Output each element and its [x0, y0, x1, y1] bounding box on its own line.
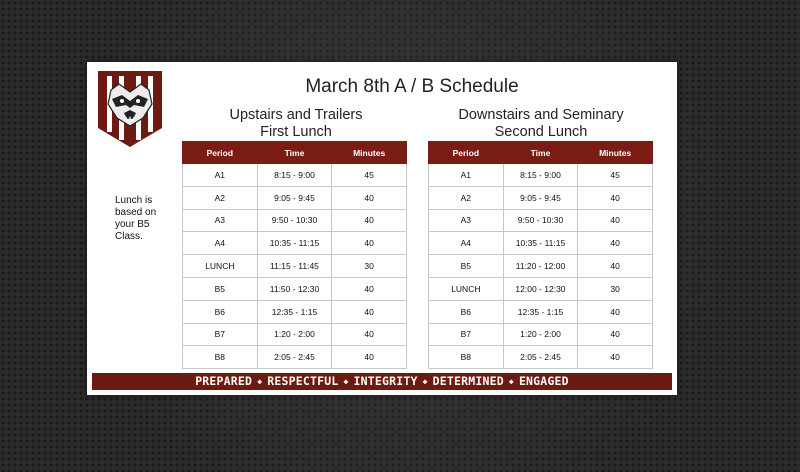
time-cell: 12:35 - 1:15 — [257, 300, 332, 323]
table-header-row — [429, 142, 653, 164]
minutes-cell: 40 — [332, 346, 407, 369]
table-row — [183, 209, 407, 232]
column-header: Period — [429, 142, 504, 164]
period-cell: B5 — [429, 255, 504, 278]
diamond-separator-icon: ◆ — [343, 377, 349, 386]
banner-word: ENGAGED — [518, 374, 569, 388]
period-cell: B6 — [429, 300, 504, 323]
column-header: Minutes — [332, 142, 407, 164]
time-cell: 1:20 - 2:00 — [503, 323, 578, 346]
period-cell: B7 — [183, 323, 258, 346]
minutes-cell: 40 — [332, 277, 407, 300]
minutes-cell: 40 — [332, 186, 407, 209]
banner-word: DETERMINED — [432, 374, 504, 388]
period-cell: B8 — [183, 346, 258, 369]
diamond-separator-icon: ◆ — [257, 377, 263, 386]
time-cell: 2:05 - 2:45 — [257, 346, 332, 369]
table-row — [183, 164, 407, 187]
period-cell: A4 — [183, 232, 258, 255]
second-lunch-table — [428, 141, 653, 369]
right-heading-line1: Downstairs and Seminary — [458, 107, 624, 123]
first-lunch-table — [182, 141, 407, 369]
table-row — [429, 255, 653, 278]
values-banner — [92, 373, 672, 390]
time-cell: 12:00 - 12:30 — [503, 277, 578, 300]
column-header: Time — [503, 142, 578, 164]
minutes-cell: 40 — [578, 255, 653, 278]
minutes-cell: 40 — [578, 209, 653, 232]
column-header: Time — [257, 142, 332, 164]
minutes-cell: 45 — [578, 164, 653, 187]
time-cell: 12:35 - 1:15 — [503, 300, 578, 323]
banner-word: RESPECTFUL — [267, 374, 339, 388]
page-title: March 8th A / B Schedule — [305, 76, 519, 97]
column-header: Period — [183, 142, 258, 164]
time-cell: 11:50 - 12:30 — [257, 277, 332, 300]
minutes-cell: 45 — [332, 164, 407, 187]
period-cell: B7 — [429, 323, 504, 346]
table-row — [183, 232, 407, 255]
minutes-cell: 40 — [578, 300, 653, 323]
minutes-cell: 40 — [578, 232, 653, 255]
period-cell: A3 — [183, 209, 258, 232]
table-row — [183, 323, 407, 346]
period-cell: A2 — [183, 186, 258, 209]
time-cell: 1:20 - 2:00 — [257, 323, 332, 346]
time-cell: 8:15 - 9:00 — [257, 164, 332, 187]
table-row — [429, 186, 653, 209]
time-cell: 8:15 - 9:00 — [503, 164, 578, 187]
table-row — [429, 277, 653, 300]
table-row — [183, 255, 407, 278]
raccoon-shield-logo-icon — [97, 70, 163, 148]
period-cell: A4 — [429, 232, 504, 255]
time-cell: 9:05 - 9:45 — [503, 186, 578, 209]
minutes-cell: 40 — [332, 300, 407, 323]
table-row — [429, 209, 653, 232]
right-heading-line2: Second Lunch — [494, 124, 588, 140]
time-cell: 9:50 - 10:30 — [503, 209, 578, 232]
left-heading-line1: Upstairs and Trailers — [229, 107, 363, 123]
minutes-cell: 40 — [578, 323, 653, 346]
time-cell: 2:05 - 2:45 — [503, 346, 578, 369]
period-cell: B8 — [429, 346, 504, 369]
table-row — [183, 186, 407, 209]
minutes-cell: 40 — [578, 186, 653, 209]
table-row — [429, 346, 653, 369]
left-heading-line2: First Lunch — [260, 124, 332, 140]
time-cell: 11:15 - 11:45 — [257, 255, 332, 278]
period-cell: LUNCH — [183, 255, 258, 278]
minutes-cell: 30 — [332, 255, 407, 278]
period-cell: B6 — [183, 300, 258, 323]
left-heading — [183, 107, 409, 141]
period-cell: A2 — [429, 186, 504, 209]
period-cell: A3 — [429, 209, 504, 232]
minutes-cell: 40 — [332, 323, 407, 346]
diamond-separator-icon: ◆ — [508, 377, 514, 386]
lunch-note: Lunch is based on your B5 Class. — [115, 195, 157, 242]
schedule-slide — [87, 62, 677, 395]
minutes-cell: 30 — [578, 277, 653, 300]
table-row — [183, 277, 407, 300]
table-row — [183, 346, 407, 369]
minutes-cell: 40 — [332, 209, 407, 232]
table-row — [429, 164, 653, 187]
table-row — [429, 323, 653, 346]
time-cell: 10:35 - 11:15 — [257, 232, 332, 255]
period-cell: A1 — [183, 164, 258, 187]
period-cell: LUNCH — [429, 277, 504, 300]
period-cell: A1 — [429, 164, 504, 187]
time-cell: 10:35 - 11:15 — [503, 232, 578, 255]
table-header-row — [183, 142, 407, 164]
diamond-separator-icon: ◆ — [422, 377, 428, 386]
table-row — [429, 300, 653, 323]
column-header: Minutes — [578, 142, 653, 164]
table-row — [183, 300, 407, 323]
period-cell: B5 — [183, 277, 258, 300]
time-cell: 11:20 - 12:00 — [503, 255, 578, 278]
minutes-cell: 40 — [578, 346, 653, 369]
banner-word: PREPARED — [195, 374, 253, 388]
table-row — [429, 232, 653, 255]
time-cell: 9:05 - 9:45 — [257, 186, 332, 209]
time-cell: 9:50 - 10:30 — [257, 209, 332, 232]
minutes-cell: 40 — [332, 232, 407, 255]
banner-word: INTEGRITY — [353, 374, 418, 388]
right-heading — [429, 107, 653, 141]
